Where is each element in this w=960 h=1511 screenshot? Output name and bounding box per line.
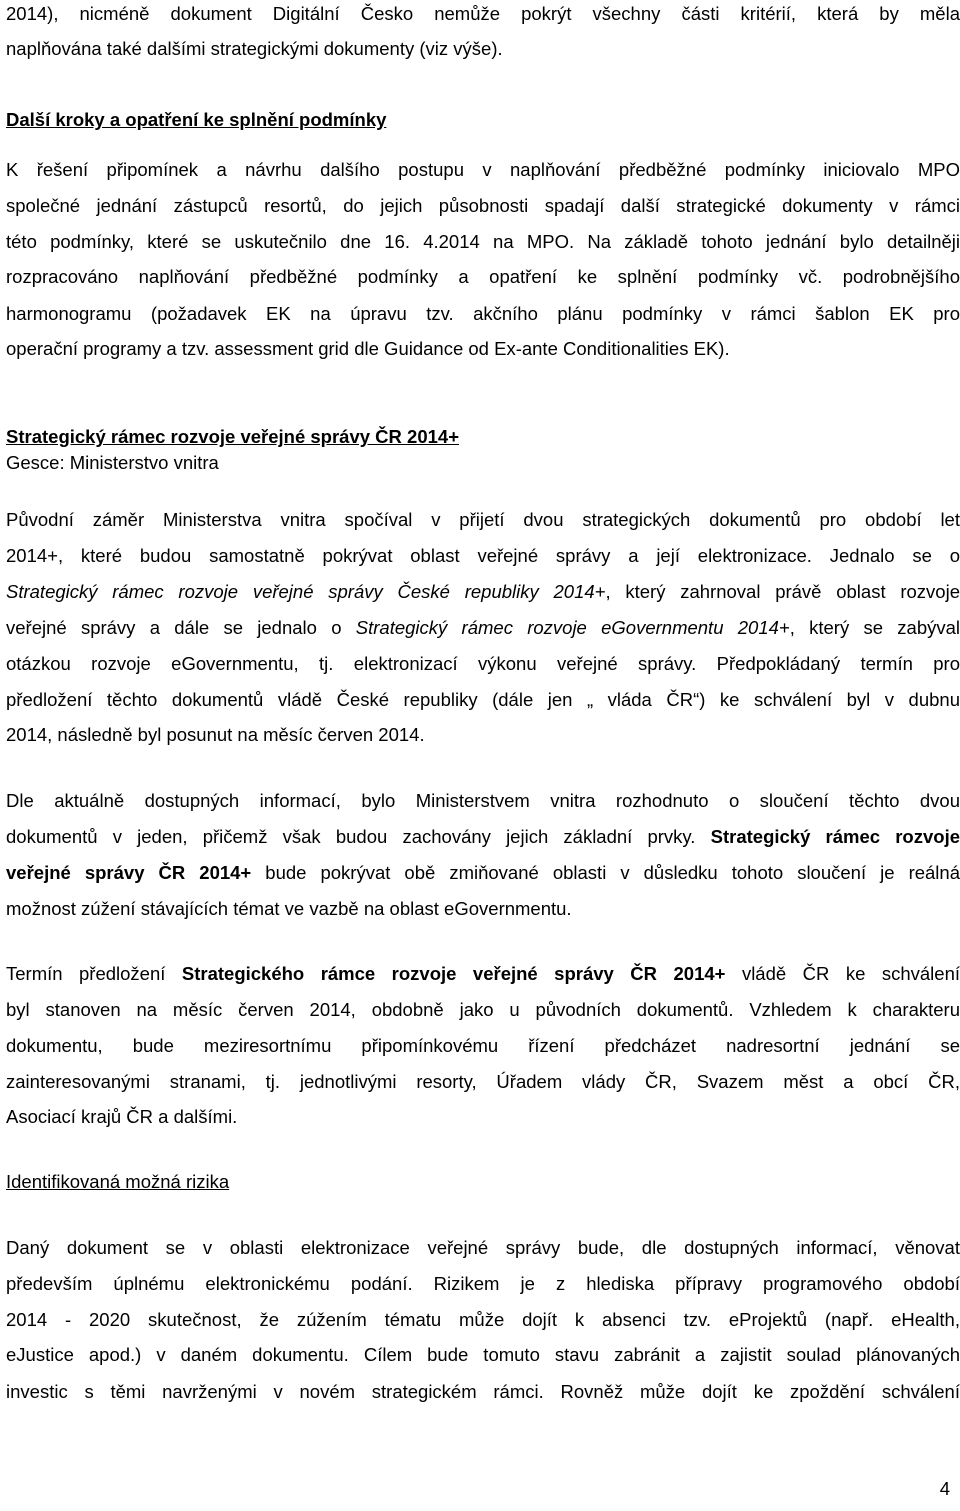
text-span: především úplnému elektronickému podání. [6,1273,413,1294]
text-span: Na základě tohoto jednání bylo detailněji [574,231,960,252]
text-span: Jednalo se o [811,545,960,566]
text-line [6,616,960,640]
heading-text: Strategický rámec rozvoje veřejné správy ČR 2014+ [6,426,459,447]
text-span: Termín předložení [6,963,182,984]
text-line: operační programy a tzv. assessment grid dle Guidance od Ex-ante Conditionalities EK). [6,338,730,359]
text-span: Cílem bude tomuto stavu zabránit a zajistit soulad plánovaných [348,1344,960,1365]
text-span: vládě ČR ke schválení [725,963,960,984]
text-line [6,544,960,568]
gesce-label: Gesce: Ministerstvo vnitra [6,452,219,473]
text-line [6,825,960,849]
text-line: 2014 - 2020 skutečnost, že zúžením tématu může dojít k absenci tzv. eProjektů (např. eHealth, [6,1309,960,1330]
text-span: Rovněž může dojít ke zpoždění schválení [543,1381,960,1402]
section-heading [6,425,459,449]
text-line: Dle aktuálně dostupných informací, bylo Ministerstvem vnitra rozhodnuto o sloučení těchto dvou [6,790,960,811]
text-line: Daný dokument se v oblasti elektronizace veřejné správy bude, dle dostupných informací, věnovat [6,1237,960,1258]
text-line: K řešení připomínek a návrhu dalšího postupu v naplňování předběžné podmínky iniciovalo MPO [6,159,960,180]
text-line: společné jednání zástupců resortů, do jejich působnosti spadají další strategické dokumenty v rámci [6,195,960,216]
section-heading [6,108,386,132]
text-line [6,861,960,885]
text-line: Původní záměr Ministerstva vnitra spočíval v přijetí dvou strategických dokumentů pro období let [6,509,960,530]
text-line: 2014, následně byl posunut na měsíc červen 2014. [6,724,425,745]
page-number: 4 [939,1478,950,1499]
text-span: 2014+, které budou samostatně pokrývat oblast veřejné správy a její elektronizace. [6,545,812,566]
text-span: eJustice apod.) v daném dokumentu. [6,1344,349,1365]
text-line [6,230,960,254]
italic-title: Strategický rámec rozvoje veřejné správy České republiky 2014+ [6,581,606,602]
text-line: naplňována také dalšími strategickými dokumenty (viz výše). [6,38,503,59]
text-span: Rizikem je z hlediska přípravy programového období [412,1273,960,1294]
text-span: , který se zabýval [789,617,960,638]
text-line: 2014), nicméně dokument Digitální Česko nemůže pokrýt všechny části kritérií, která by měla [6,3,960,24]
bold-span: Strategický rámec rozvoje [710,826,960,847]
text-span: , který zahrnoval právě oblast rozvoje [605,581,960,602]
text-span: veřejné správy a dále se jednalo o [6,617,356,638]
text-line [6,998,960,1022]
text-line: možnost zúžení stávajících témat ve vazbě na oblast eGovernmentu. [6,898,572,919]
italic-title: Strategický rámec rozvoje eGovernmentu 2014+ [355,617,790,638]
heading-text: Další kroky a opatření ke splnění podmínky [6,109,387,130]
text-line: předložení těchto dokumentů vládě České republiky (dále jen „ vláda ČR“) ke schválení byl v dubnu [6,689,960,710]
text-span: Předpokládaný termín pro [696,653,960,674]
text-line: harmonogramu (požadavek EK na úpravu tzv. akčního plánu podmínky v rámci šablon EK pro [6,303,960,324]
section-heading [6,1170,229,1194]
text-line [6,962,960,986]
text-span: Vzhledem k charakteru [733,999,960,1020]
text-line: rozpracováno naplňování předběžné podmínky a opatření ke splnění podmínky vč. podrobnějšího [6,266,960,287]
text-line [6,1380,960,1404]
text-span: byl stanoven na měsíc červen 2014, obdobně jako u původních dokumentů. [6,999,734,1020]
text-line [6,1343,960,1367]
text-line: Asociací krajů ČR a dalšími. [6,1106,238,1127]
text-line: zainteresovanými stranami, tj. jednotlivými resorty, Úřadem vlády ČR, Svazem měst a obcí ČR, [6,1071,960,1092]
bold-span: Strategického rámce rozvoje veřejné správy ČR 2014+ [181,963,726,984]
text-span: investic s těmi navrženými v novém strategickém rámci. [6,1381,544,1402]
text-line [6,652,960,676]
text-span: dokumentů v jeden, přičemž však budou zachovány jejich základní prvky. [6,826,711,847]
text-line [6,1272,960,1296]
text-span: otázkou rozvoje eGovernmentu, tj. elektronizací výkonu veřejné správy. [6,653,697,674]
text-span: bude pokrývat obě zmiňované oblasti v důsledku tohoto sloučení je reálná [251,862,960,883]
text-span: této podmínky, které se uskutečnilo dne 16. 4.2014 na MPO. [6,231,575,252]
heading-text: Identifikovaná možná rizika [6,1171,230,1192]
text-line: dokumentu, bude meziresortnímu připomínkovému řízení předcházet nadresortní jednání se [6,1035,960,1056]
bold-span: veřejné správy ČR 2014+ [6,862,252,883]
text-line [6,580,960,604]
